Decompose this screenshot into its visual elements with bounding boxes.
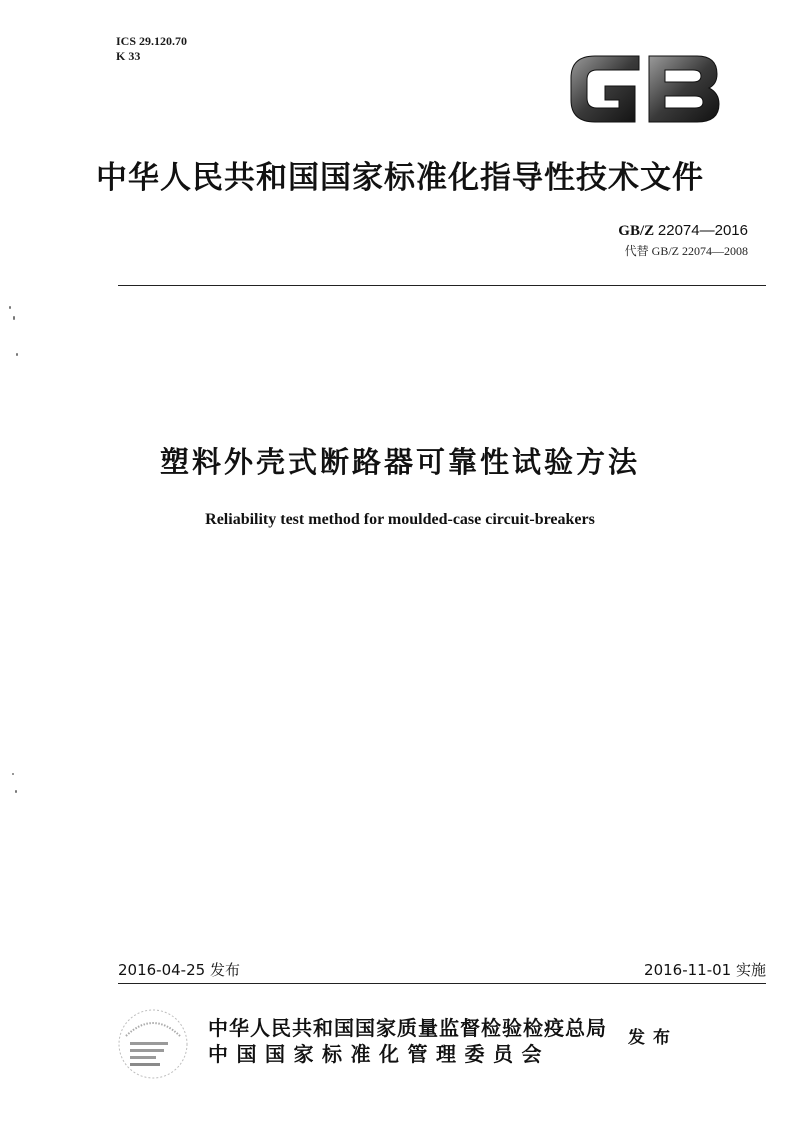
standard-prefix: GB/Z — [618, 223, 655, 239]
scan-speck — [13, 316, 15, 320]
top-divider — [118, 285, 766, 286]
scan-speck — [12, 773, 14, 775]
standard-number: 22074—2016 — [657, 222, 748, 239]
seal-stamp-icon — [116, 1006, 190, 1082]
issuer-aqsiq: 中华人民共和国国家质量监督检验检疫总局 — [208, 1016, 607, 1040]
issuer-sac: 中国国家标准化管理委员会 — [208, 1042, 550, 1066]
bottom-divider — [118, 983, 766, 984]
scan-speck — [15, 790, 17, 793]
replaces-standard: 代替 GB/Z 22074—2008 — [624, 244, 748, 258]
classification-codes — [116, 34, 187, 64]
issue-date: 2016-04-25 发布 — [118, 961, 240, 979]
scan-speck — [16, 353, 18, 356]
scan-speck — [9, 306, 11, 309]
document-type: 中华人民共和国国家标准化指导性技术文件 — [96, 160, 704, 196]
title-english: Reliability test method for moulded-case circuit-breakers — [205, 511, 595, 528]
publish-label: 发布 — [628, 1028, 678, 1048]
gb-logo-icon — [565, 48, 725, 130]
implementation-date: 2016-11-01 实施 — [644, 961, 766, 979]
standard-code — [618, 222, 748, 240]
ics-code: ICS 29.120.70 — [116, 34, 188, 48]
ccs-code: K 33 — [116, 49, 141, 63]
title-chinese: 塑料外壳式断路器可靠性试验方法 — [159, 445, 640, 479]
